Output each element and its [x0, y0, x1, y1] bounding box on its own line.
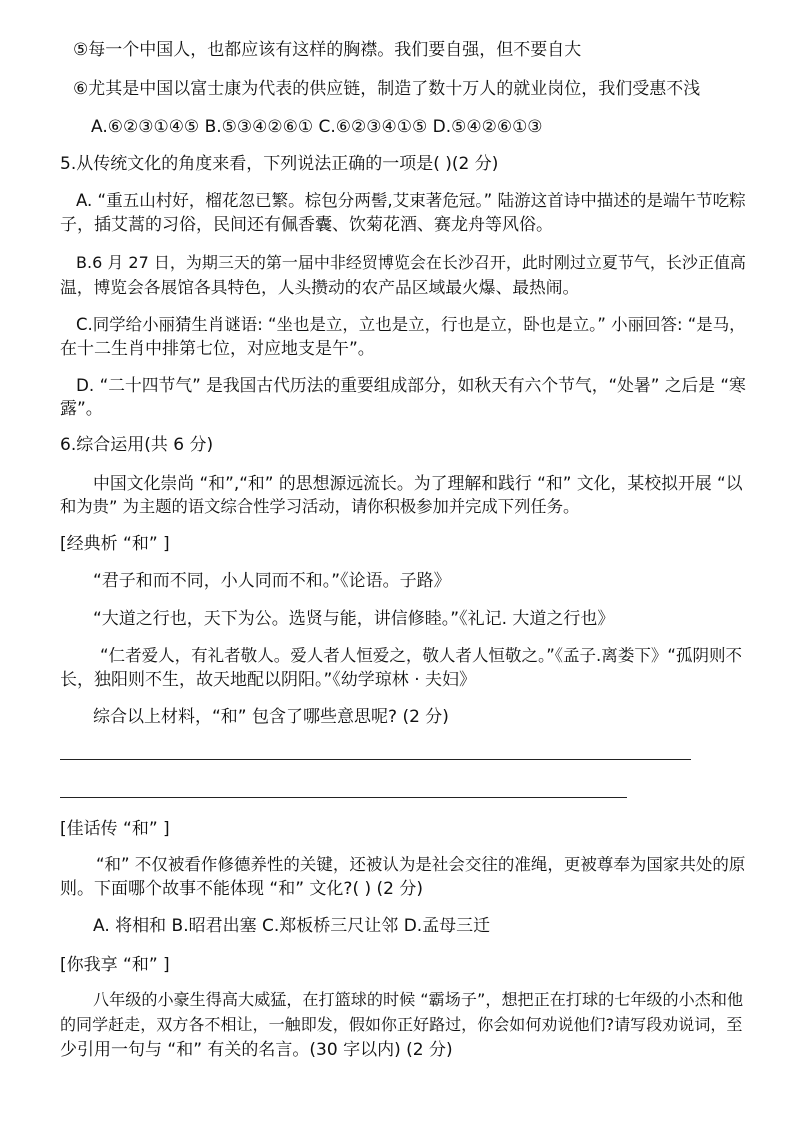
task3-stem-line3: 少引用一句与 “和” 有关的名言。(30 字以内) (2 分) — [60, 1040, 453, 1060]
q6-heading: 6.综合运用(共 6 分) — [60, 435, 214, 455]
section-heading-jiahua: [佳话传 “和” ] — [60, 819, 170, 839]
task2-options: A. 将相和 B.昭君出塞 C.郑板桥三尺让邻 D.孟母三迁 — [93, 916, 491, 936]
q4-options: A.⑥②③①④⑤ B.⑤③④②⑥① C.⑥②③④①⑤ D.⑤④②⑥①③ — [91, 117, 543, 137]
q5-option-d-line1: D. “二十四节气” 是我国古代历法的重要组成部分，如秋天有六个节气，“处暑” 之后是 “寒 — [76, 375, 746, 395]
section-heading-jingdian: [经典析 “和” ] — [60, 534, 170, 554]
task1-question: 综合以上材料，“和” 包含了哪些意思呢? (2 分) — [93, 707, 449, 727]
section-heading-nimwoxiang: [你我享 “和” ] — [60, 955, 170, 975]
q5-option-c-line1: C.同学给小丽猜生肖谜语: “坐也是立，立也是立，行也是立，卧也是立。” 小丽回答: “是马， — [76, 315, 746, 334]
q4-sentence-5: ⑤每一个中国人，也都应该有这样的胸襟。我们要自强，但不要自大 — [73, 40, 582, 60]
task2-stem-line1: “和” 不仅被看作修德养性的关键，还被认为是社会交往的准绳，更被尊奉为国家共处的原 — [96, 855, 746, 874]
q5-option-b-line2: 温，博览会各展馆各具特色，人头攒动的农产品区域最火爆、最热闹。 — [60, 277, 580, 297]
task3-stem-line1: 八年级的小豪生得高大威猛，在打篮球的时候 “霸场子”，想把正在打球的七年级的小杰和他 — [93, 990, 743, 1009]
q5-stem: 5.从传统文化的角度来看，下列说法正确的一项是( )(2 分) — [60, 154, 499, 174]
answer-line-2 — [60, 797, 627, 798]
quote-liji: “大道之行也，天下为公。选贤与能，讲信修睦。”《礼记. 大道之行也》 — [93, 609, 615, 629]
q5-option-a-line2: 子，插艾蒿的习俗，民间还有佩香囊、饮菊花酒、赛龙舟等风俗。 — [60, 215, 553, 235]
quote-lunyu: “君子和而不同，小人同而不和。”《论语。子路》 — [93, 571, 451, 591]
quote-mengzi-line1: “仁者爱人，有礼者敬人。爱人者人恒爱之，敬人者人恒敬之。”《孟子.离娄下》“孤阴则不 — [100, 646, 742, 665]
q5-option-c-line2: 在十二生肖中排第七位，对应地支是午”。 — [60, 339, 375, 359]
q4-sentence-6: ⑥尤其是中国以富士康为代表的供应链，制造了数十万人的就业岗位，我们受惠不浅 — [73, 79, 701, 99]
q6-intro-line1: 中国文化崇尚 “和”,“和” 的思想源远流长。为了理解和践行 “和” 文化，某校拟开展 “以 — [93, 473, 743, 493]
q5-option-a-line1: A. “重五山村好，榴花忽已繁。棕包分两髻,艾束著危冠。” 陆游这首诗中描述的是端午节吃粽 — [76, 191, 746, 210]
task3-stem-line2: 的同学赶走，双方各不相让，一触即发，假如你正好路过，你会如何劝说他们?请写段劝说词，至 — [60, 1015, 743, 1034]
task2-stem-line2: 则。下面哪个故事不能体现 “和” 文化?( ) (2 分) — [60, 879, 424, 899]
quote-mengzi-line2: 长，独阳则不生，故天地配以阴阳。”《幼学琼林 · 夫妇》 — [60, 670, 477, 690]
q5-option-d-line2: 露”。 — [60, 399, 103, 419]
q5-option-b-line1: B.6 月 27 日，为期三天的第一届中非经贸博览会在长沙召开，此时刚过立夏节气，长沙正值高 — [76, 253, 746, 272]
q6-intro-line2: 和为贵” 为主题的语文综合性学习活动，请你积极参加并完成下列任务。 — [60, 497, 580, 516]
answer-line-1 — [60, 759, 691, 760]
